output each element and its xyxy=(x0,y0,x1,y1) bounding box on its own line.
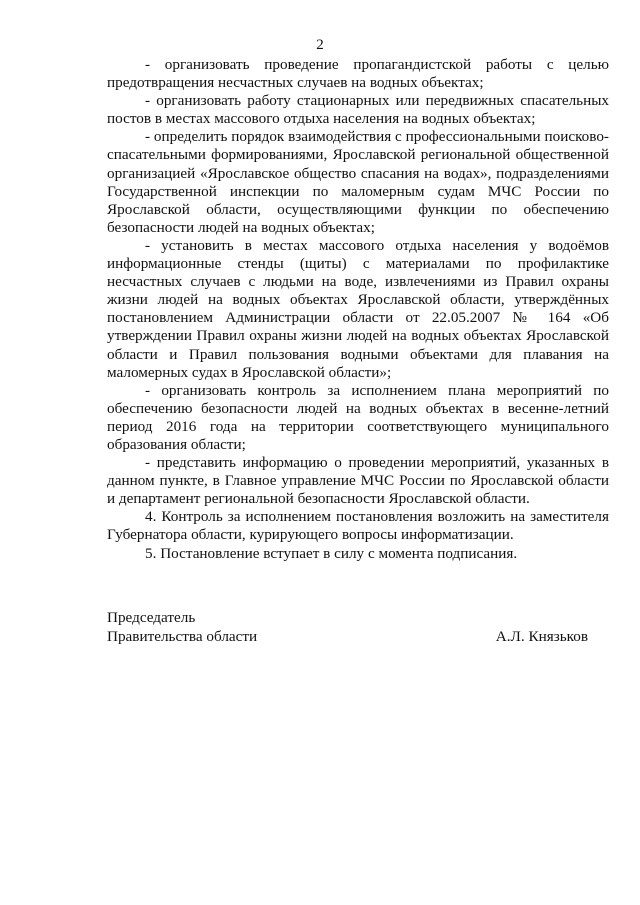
signature-row xyxy=(107,628,609,647)
signatory-name: А.Л. Князьков xyxy=(495,627,588,645)
paragraph-propaganda: - организовать проведение пропагандистской работы с целью предотвращения несчастных случаев на водных объектах; xyxy=(107,56,609,92)
paragraph-rescue-posts: - организовать работу стационарных или передвижных спасательных постов в местах массового отдыха населения на водных объектах; xyxy=(107,92,609,128)
paragraph-item-5: 5. Постановление вступает в силу с момента подписания. xyxy=(145,544,518,562)
paragraph-interaction-order: - определить порядок взаимодействия с профессиональными поисково-спасательными формированиями, Ярославской региональной общественной организацией «Ярославское общество спасания на водах», подразделениями Государственной инспекции по маломерным судам МЧС России по Ярославской области, осуществляющими функции по обеспечению безопасности людей на водных объектах; xyxy=(107,128,609,236)
paragraph-report-info: - представить информацию о проведении мероприятий, указанных в данном пункте, в Главное управление МЧС России по Ярославской области и департамент региональной безопасности Ярославской области. xyxy=(107,454,609,508)
paragraph-info-stands: - установить в местах массового отдыха населения у водоёмов информационные стенды (щиты) с материалами по профилактике несчастных случаев с людьми на воде, извлечениями из Правил охраны жизни людей на водных объектах Ярославской области, утверждённых постановлением Администрации области от 22.05.2007 № 164 «Об утверждении Правил охраны жизни людей на водных объектах Ярославской области и Правил пользования водными объектами для плавания на маломерных судах в Ярославской области»; xyxy=(107,236,609,381)
signature-block xyxy=(107,609,609,646)
document-body xyxy=(107,56,609,563)
signatory-position-line1: Председатель xyxy=(107,609,196,626)
page-number: 2 xyxy=(316,37,324,53)
signatory-position-line2: Правительства области xyxy=(107,627,258,645)
paragraph-control-plan: - организовать контроль за исполнением плана мероприятий по обеспечению безопасности людей на водных объектах в весенне-летний период 2016 года на территории соответствующего муниципального образования области; xyxy=(107,381,609,453)
paragraph-item-4: 4. Контроль за исполнением постановления возложить на заместителя Губернатора области, курирующего вопросы информатизации. xyxy=(107,508,609,544)
